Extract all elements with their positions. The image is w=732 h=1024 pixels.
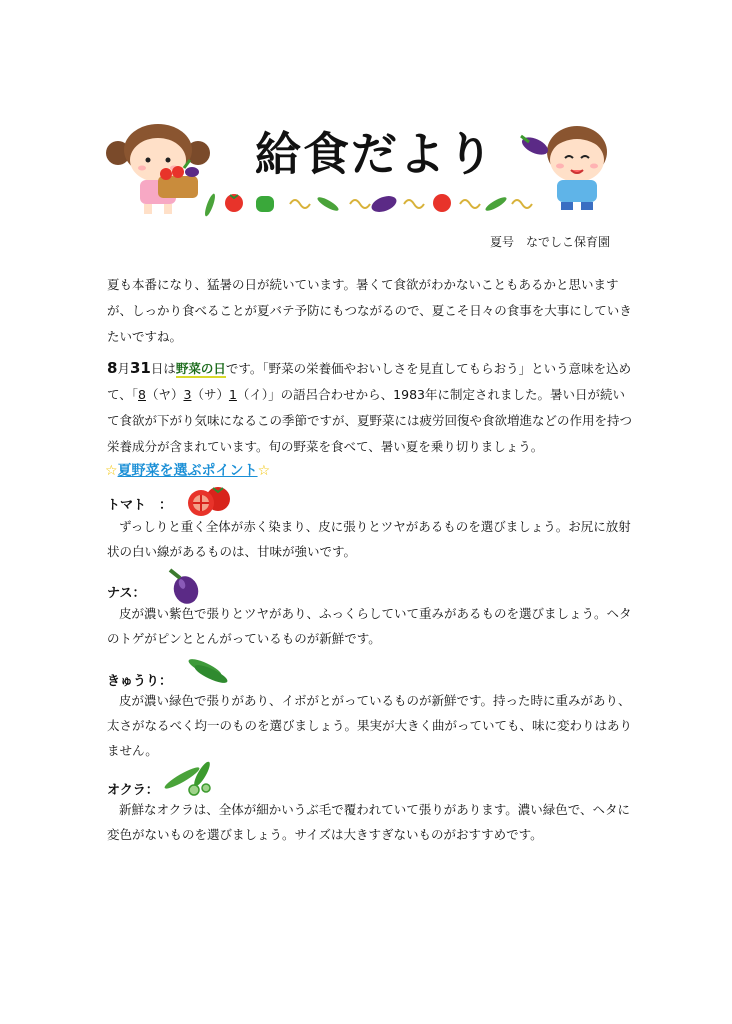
vegetable-day-paragraph: 8月31日は野菜の日です。「野菜の栄養価やおいしさを見直してもらおう」という意味を込めて、「8（ヤ）3（サ）1（イ）」の語呂合わせから、1983年に制定されました。暑い日が続いて食欲が下がり気味になるこの季節ですが、夏野菜には疲労回復や食欲増進などの作用を持つ栄養成分が含まれています。旬の野菜を食べて、暑い夏を乗り切りましょう。 [107, 359, 633, 454]
okra-label: オクラ： [107, 783, 159, 798]
intro-paragraph: 夏も本番になり、猛暑の日が続いています。暑くて食欲がわかないこともあるかと思いますが、しっかり食べることが夏バテ予防にもつながるので、夏こそ日々の食事を大事にしていきたいですね。 [107, 277, 632, 344]
tomato-text: ずっしりと重く全体が赤く染まり、皮に張りとツヤがあるものを選びましょう。お尻に放射状の白い線があるものは、甘味が強いです。 [107, 519, 631, 559]
okra-text: 新鮮なオクラは、全体が細かいうぶ毛で覆われていて張りがあります。濃い緑色で、ヘタに変色がないものを選びましょう。サイズは大きすぎないものがおすすめです。 [107, 802, 631, 842]
vegetable-border-decoration [200, 188, 540, 222]
pun-digit-8: 8 [138, 387, 146, 402]
vegetable-day-name: 野菜の日 [175, 361, 226, 376]
month-number: 8 [107, 359, 118, 377]
eggplant-label: ナス： [107, 586, 146, 601]
star-icon: ☆ [105, 463, 118, 479]
issue-and-school: 夏号 なでしこ保育園 [490, 235, 611, 249]
day-number: 31 [129, 359, 151, 377]
tomato-label: トマト ： [107, 498, 173, 513]
okra-icon [162, 758, 220, 798]
eggplant-text: 皮が濃い紫色で張りとツヤがあり、ふっくらしていて重みがあるものを選びましょう。ヘタのトゲがピンととんがっているものが新鮮です。 [107, 606, 632, 646]
cucumber-label: きゅうり： [107, 674, 173, 689]
cucumber-icon [183, 654, 231, 688]
tomato-icon [183, 484, 233, 518]
pun-digit-1: 1 [228, 387, 237, 402]
eggplant-icon [160, 566, 204, 606]
star-icon: ☆ [257, 463, 271, 479]
page-title: 給食だより [255, 127, 495, 181]
section-heading: ☆夏野菜を選ぶポイント☆ [105, 463, 271, 479]
cucumber-text: 皮が濃い緑色で張りがあり、イボがとがっているものが新鮮です。持った時に重みがあり、太さがなるべく均一のものを選びましょう。果実が大きく曲がっていても、味に変わりはありません。 [107, 693, 633, 758]
pun-digit-3: 3 [183, 387, 192, 402]
